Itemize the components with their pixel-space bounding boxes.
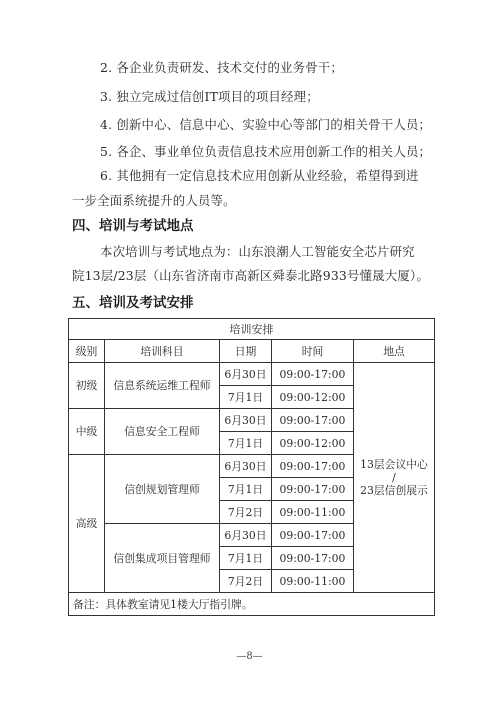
list-item-6-continued: 一步全面系统提升的人员等。	[72, 193, 236, 208]
location-line-2: 23层信创展示	[360, 484, 428, 497]
time-cell: 09:00-17:00	[272, 363, 354, 386]
time-cell: 09:00-11:00	[272, 570, 354, 593]
list-item-5: 5. 各企、事业单位负责信息技术应用创新工作的相关人员；	[100, 144, 432, 159]
subject-cell: 信息系统运维工程师	[105, 363, 220, 409]
time-cell: 09:00-11:00	[272, 501, 354, 524]
location-line-1: 13层会议中心	[360, 458, 428, 471]
page-number: —8—	[236, 651, 263, 662]
date-cell: 7月1日	[220, 432, 272, 455]
level-cell-junior: 初级	[69, 363, 105, 409]
level-cell-intermediate: 中级	[69, 409, 105, 455]
time-cell: 09:00-17:00	[272, 455, 354, 478]
list-item-6: 6. 其他拥有一定信息技术应用创新从业经验，希望得到进	[100, 168, 419, 183]
section-4-heading: 四、培训与考试地点	[72, 218, 194, 234]
subject-cell: 信创集成项目管理师	[105, 524, 220, 593]
list-item-2: 2. 各企业负责研发、技术交付的业务骨干；	[100, 60, 343, 75]
header-time: 时间	[272, 340, 354, 363]
table-note: 备注：具体教室请见1楼大厅指引牌。	[69, 593, 435, 616]
header-subject: 培训科目	[105, 340, 220, 363]
section-4-body-line-1: 本次培训与考试地点为：山东浪潮人工智能安全芯片研究	[100, 244, 415, 259]
list-item-3: 3. 独立完成过信创IT项目的项目经理；	[100, 89, 319, 104]
section-4-body-line-2: 院13层/23层（山东省济南市高新区舜泰北路933号懂晟大厦）。	[72, 268, 429, 283]
date-cell: 7月2日	[220, 501, 272, 524]
section-5-heading: 五、培训及考试安排	[72, 295, 194, 311]
date-cell: 7月2日	[220, 570, 272, 593]
training-schedule-table	[68, 318, 435, 616]
date-cell: 6月30日	[220, 363, 272, 386]
header-location: 地点	[354, 340, 435, 363]
time-cell: 09:00-12:00	[272, 386, 354, 409]
date-cell: 6月30日	[220, 409, 272, 432]
date-cell: 7月1日	[220, 386, 272, 409]
time-cell: 09:00-17:00	[272, 524, 354, 547]
time-cell: 09:00-12:00	[272, 432, 354, 455]
date-cell: 7月1日	[220, 478, 272, 501]
time-cell: 09:00-17:00	[272, 409, 354, 432]
time-cell: 09:00-17:00	[272, 478, 354, 501]
header-date: 日期	[220, 340, 272, 363]
date-cell: 6月30日	[220, 524, 272, 547]
time-cell: 09:00-17:00	[272, 547, 354, 570]
subject-cell: 信息安全工程师	[105, 409, 220, 455]
date-cell: 7月1日	[220, 547, 272, 570]
header-level: 级别	[69, 340, 105, 363]
table-header-row	[69, 340, 435, 363]
list-item-4: 4. 创新中心、信息中心、实验中心等部门的相关骨干人员；	[100, 117, 432, 132]
table-title: 培训安排	[69, 319, 435, 340]
location-cell	[354, 363, 435, 593]
level-cell-senior: 高级	[69, 455, 105, 593]
location-separator: /	[392, 471, 396, 484]
date-cell: 6月30日	[220, 455, 272, 478]
subject-cell: 信创规划管理师	[105, 455, 220, 524]
table-row	[69, 363, 435, 386]
